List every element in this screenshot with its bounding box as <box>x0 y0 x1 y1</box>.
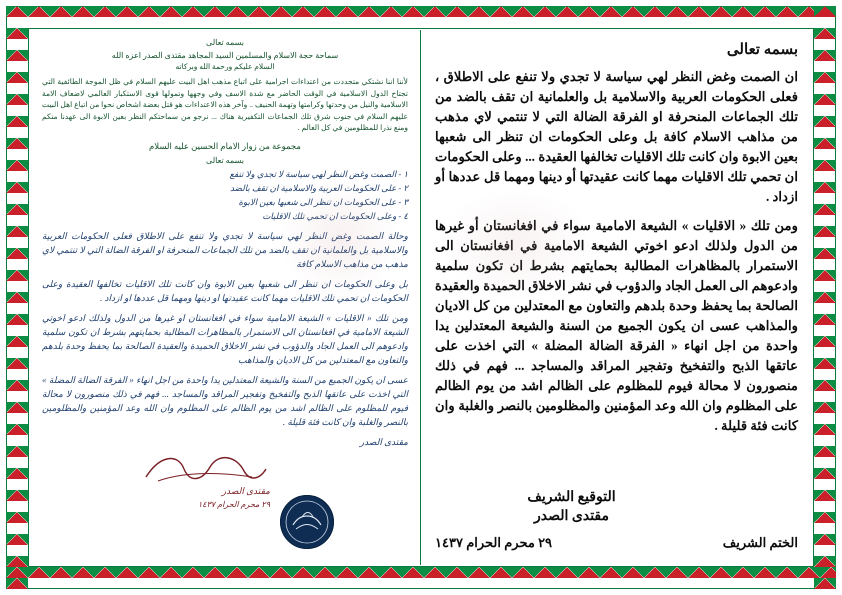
official-seal <box>280 495 334 549</box>
typed-paragraph-1: ان الصمت وغض النظر لهي سياسة لا تجدي ولا تنفع على الاطلاق ، فعلى الحكومات العربية والاسلامية بل والعلمانية ان تقف بالضد من تلك الجماعات المنحرفة او الفرقة الضالة التي لا تنتمي لاي مذهب من مذاهب الاسلام كافة بل وعلى الحكومات ان تنظر الى شعبها بعين الابوة وان كانت تلك الاقليات تخالفها العقيدة ... وعلى الحكومات ان تحمي تلك الاقليات مهما كانت عقيدتها أو دينها ومهما قل عددها أو ازداد . <box>435 69 798 204</box>
list-item: ١ - الصمت وغض النظر لهي سياسة لا تجدي ولا تنفع <box>229 168 408 179</box>
decorative-border-left <box>6 6 28 589</box>
letterhead <box>42 50 408 72</box>
signature-scrawl-icon <box>140 447 270 487</box>
letterhead-line-1: سماحة حجة الاسلام والمسلمين السيد المجاهد مقتدى الصدر اعزه الله <box>111 51 339 60</box>
handwritten-paragraph-1: وحالة الصمت وغض النظر لهي سياسة لا تجدي ولا تنفع على الاطلاق فعلى الحكومات العربية والاسلامية بل والعلمانية ان تقف بالضد من تلك الجماعات المنحرفة او الفرقة الضالة التي لا تنتمي لاي مذهب من مذاهب الاسلام كافة <box>42 230 408 269</box>
typed-paragraph-2: ومن تلك « الاقليات » الشيعة الامامية سواء في افغانستان أو غيرها من الدول ولذلك ادعو اخوتي الشيعة الامامية في افغانستان الى الاستمرار بالمظاهرات المطالبة بحمايتهم بشرط ان تكون سلمية وادعوهم الى العمل الجاد والدؤوب في نشر الاخلاق الحميدة والعقيدة الصالحة بما يحفظ وحدة بلدهم والتعاون مع المعتدلين من كل الاديان والمذاهب عسى ان يكون الجميع من السنة والشيعة المعتدلين يدا واحدة من اجل انهاء « الفرقة الضالة المضلة » التي اخذت على عاتقها الذبح والتفخيخ وتفجير المراقد والمساجد ... فهم في ذلك منصورون لا محالة فيوم للمظلوم على الظالم اشد من يوم الظالم على المظلوم وان الله وعد المؤمنين والمظلومين بالنصر والغلبة وان كانت فئة قليلة . <box>435 218 798 433</box>
handwritten-numbered-list <box>42 168 408 223</box>
handwritten-body <box>42 229 408 449</box>
seal-and-date-row <box>435 535 798 551</box>
typed-signature-block <box>435 489 798 551</box>
list-item: ٢ - على الحكومات العربية والاسلامية ان تقف بالضد <box>230 182 408 193</box>
seal-label: الختم الشريف <box>722 535 798 550</box>
document-content <box>30 30 812 565</box>
addressee-title: مجموعة من زوار الامام الحسين عليه السلام <box>149 140 301 151</box>
green-typed-paragraph: لأننا اننا نشتكي متجددت من اعتداءات اجرامية على اتباع مذهب اهل البيت عليهم السلام في ظل الموجة الطائفية التي تجتاح الدول الاسلامية في الوقت الحاضر مع شدة الاسف وفي وجهها وتمولها قوى الاستكبار العالمي لاضعاف الامة الاسلامية والنيل من وحدتها وكرامتها وتهمة الحنيف .. وآخر هذه الاعتداءات هو قتل بعضة اشخاص نحوا من اتباع اهل البيت عليهم السلام في جنوب شرق تلك الجماعات التكفيرية هناك ... نرجو من سماحتكم النظر بعين الابوة الى عهدنا منكم ومنع نذرا للمظلومين في كل العالم . <box>42 77 408 132</box>
signature-name: مقتدى الصدر <box>533 509 610 524</box>
handwritten-paragraph-3: ومن تلك « الاقليات » الشيعة الامامية سواء في افغانستان او غيرها من الدول ولذلك ادعو اخوتي الشيعة الامامية في افغانستان الى الاستمرار بالمظاهرات المطالبة بحمايتهم بشرط ان تكون سلمية وادعوهم الى العمل الجاد والدؤوب في نشر الاخلاق الحميدة والعقيدة الصالحة بما يحفظ وحدة بلدهم والتعاون مع المعتدلين من كل الاديان والمذاهب <box>42 312 408 365</box>
seal-icon <box>280 495 334 549</box>
typed-column <box>421 30 812 565</box>
handwritten-paragraph-2: بل وعلى الحكومات ان تنظر الى شعبها بعين الابوة وان كانت تلك الاقليات تخالفها العقيدة وعلى الحكومات ان تحمي تلك الاقليات مهما كانت عقيدتها او دينها ومهما قل عددها او ازداد . <box>42 278 408 303</box>
decorative-border-top <box>6 6 836 28</box>
handwritten-basmala: بسمه تعالى <box>206 38 244 47</box>
decorative-border-bottom <box>6 567 836 589</box>
handwritten-column <box>30 30 421 565</box>
handwritten-paragraph-4: عسى ان يكون الجميع من السنة والشيعة المعتدلين يدا واحدة من اجل انهاء « الفرقة الضالة المضلة » التي اخذت على عاتقها الذبح والتفخيخ وتفجير المراقد والمساجد ... فهم في ذلك منصورون لا محالة فيوم للمظلوم على الظالم اشد من يوم الظالم على المظلوم وان الله وعد المؤمنين والمظلومين بالنصر والغلبة وان كانت فئة قليلة . <box>42 374 408 427</box>
handwritten-signature-date: ٢٩ محرم الحرام ١٤٣٧ <box>197 500 270 509</box>
letterhead-line-2: السلام عليكم ورحمة الله وبركاته <box>175 62 275 71</box>
typed-basmala: بسمه تعالى <box>726 42 798 58</box>
signature-label: التوقيع الشريف <box>527 490 616 505</box>
signature-date: ٢٩ محرم الحرام ١٤٣٧ <box>435 535 553 550</box>
list-item: ٣ - على الحكومات ان تنظر الى شعبها بعين الابوة <box>238 196 408 207</box>
handwritten-paragraph-5: مقتدى الصدر <box>359 436 408 447</box>
list-item: ٤ - وعلى الحكومات ان تحمي تلك الاقليات <box>262 210 408 221</box>
decorative-border-right <box>814 6 836 589</box>
list-heading: بسمه تعالى <box>206 155 244 165</box>
handwritten-signature-name: مقتدى الصدر <box>221 486 270 496</box>
typed-body <box>435 67 798 436</box>
